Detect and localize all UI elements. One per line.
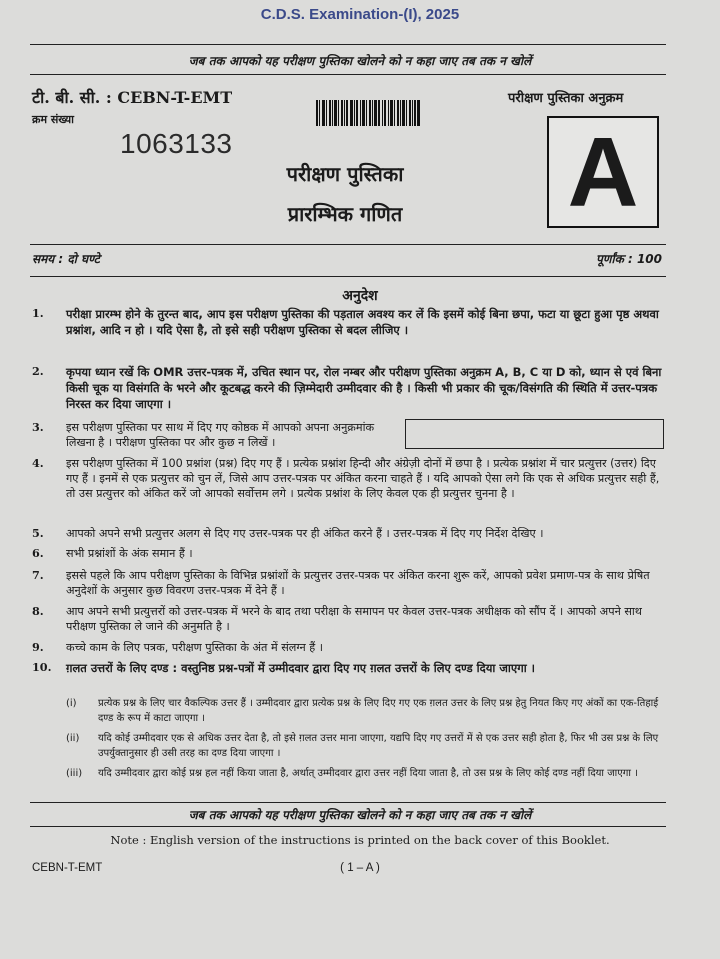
penalty-subitem: (iii) यदि उम्मीदवार द्वारा कोई प्रश्न हल नहीं किया जाता है, अर्थात् उम्मीदवार द्वारा उत्तर नहीं दिया जाता है, तो उस प्रश्न के लिए कोई दण्ड नहीं दिया जाएगा । — [66, 768, 638, 779]
divider — [30, 244, 666, 245]
series-label: परीक्षण पुस्तिका अनुक्रम — [508, 91, 624, 106]
divider — [30, 276, 666, 277]
instructions-heading: अनुदेश — [342, 288, 378, 304]
booklet-title: परीक्षण पुस्तिका — [286, 162, 404, 186]
banner-top: जब तक आपको यह परीक्षण पुस्तिका खोलने को न कहा जाए तब तक न खोलें — [188, 54, 532, 68]
exam-title: C.D.S. Examination-(I), 2025 — [260, 6, 460, 23]
divider — [30, 44, 666, 45]
divider — [30, 802, 666, 803]
divider — [30, 826, 666, 827]
barcode-icon — [316, 100, 420, 126]
instruction-item: 1. परीक्षा प्रारम्भ होने के तुरन्त बाद, आप इस परीक्षण पुस्तिका की पड़ताल अवश्य कर लें कि इसमें कोई बिना छपा, फटा या छूटा हुआ पृष्ठ अथवा प्रश्नांश, आदि न हो । यदि ऐसा है, तो इसे सही परीक्षण पुस्तिका से बदल लीजिए । — [32, 306, 659, 337]
penalty-subitem: (i) प्रत्येक प्रश्न के लिए चार वैकल्पिक उत्तर हैं । उम्मीदवार द्वारा प्रत्येक प्रश्न के लिए दिए गए एक ग़लत उत्तर के लिए प्रश्न हेतु नियत किए गए अंकों का एक-तिहाई दण्ड के रूप में काटा जाएगा । — [66, 698, 659, 724]
divider — [30, 74, 666, 75]
instruction-item: 10. ग़लत उत्तरों के लिए दण्ड : वस्तुनिष्ठ प्रश्न-पत्रों में उम्मीदवार द्वारा दिए गए ग़लत उत्तरों के लिए दण्ड दिया जाएगा । — [32, 660, 536, 675]
banner-bottom: जब तक आपको यह परीक्षण पुस्तिका खोलने को न कहा जाए तब तक न खोलें — [188, 808, 532, 822]
serial-label: क्रम संख्या — [32, 113, 74, 126]
instruction-item: 5. आपको अपने सभी प्रत्युत्तर अलग से दिए गए उत्तर-पत्रक पर ही अंकित करने हैं । उत्तर-पत्रक में दिए गए निर्देश देखिए । — [32, 526, 544, 540]
booklet-code: टी. बी. सी. : CEBN-T-EMT — [32, 88, 233, 107]
penalty-subitem: (ii) यदि कोई उम्मीदवार एक से अधिक उत्तर देता है, तो इसे ग़लत उत्तर माना जाएगा, यद्यपि दिए गए उत्तरों में से एक उत्तर सही होता है, फिर भी उस प्रश्न के लिए उपर्युक्तानुसार ही उसी तरह का दण्ड दिया जाएगा । — [66, 733, 659, 759]
english-version-note: Note : English version of the instructions is printed on the back cover of this Booklet. — [110, 833, 610, 847]
instruction-item: 7. इससे पहले कि आप परीक्षण पुस्तिका के विभिन्न प्रश्नांशों के प्रत्युत्तर उत्तर-पत्रक पर अंकित करना शुरू करें, आपको प्रवेश प्रमाण-पत्र के साथ प्रेषित अनुदेशों के अनुसार कुछ विवरण उत्तर-पत्रक में देने हैं । — [32, 568, 650, 597]
subject-title: प्रारम्भिक गणित — [287, 202, 403, 226]
instruction-item: 3. इस परीक्षण पुस्तिका पर साथ में दिए गए कोष्ठक में आपको अपना अनुक्रमांक लिखना है । परीक्षण पुस्तिका पर और कुछ न लिखें । — [32, 420, 375, 449]
instruction-item: 6. सभी प्रश्नांशों के अंक समान हैं । — [32, 546, 193, 560]
page-number: ( 1 – A ) — [340, 862, 380, 874]
footer-code: CEBN-T-EMT — [32, 862, 103, 874]
series-letter: A — [567, 117, 639, 227]
roll-number-box[interactable] — [405, 419, 664, 449]
instruction-item: 8. आप अपने सभी प्रत्युत्तरों को उत्तर-पत्रक में भरने के बाद तथा परीक्षा के समापन पर केवल उत्तर-पत्रक अधीक्षक को सौंप दें । आपको अपने साथ परीक्षण पुस्तिका ले जाने की अनुमति है । — [32, 604, 642, 633]
instruction-item: 9. कच्चे काम के लिए पत्रक, परीक्षण पुस्तिका के अंत में संलग्न हैं । — [32, 640, 324, 654]
time-allowed: समय : दो घण्टे — [32, 252, 100, 266]
instruction-item: 2. कृपया ध्यान रखें कि OMR उत्तर-पत्रक में, उचित स्थान पर, रोल नम्बर और परीक्षण पुस्तिका अनुक्रम A, B, C या D को, ध्यान से एवं बिना किसी चूक या विसंगति के भरने और कूटबद्ध करने की ज़िम्मेदारी उम्मीदवार की है । किसी भी प्रकार की चूक/विसंगति की स्थिति में उत्तर-पत्रक निरस्त कर दिया जाएगा । — [32, 364, 662, 411]
max-marks: पूर्णांक : 100 — [595, 252, 662, 266]
instruction-item: 4. इस परीक्षण पुस्तिका में 100 प्रश्नांश (प्रश्न) दिए गए हैं । प्रत्येक प्रश्नांश हिन्दी और अंग्रेज़ी दोनों में छपा है । प्रत्येक प्रश्नांश में चार प्रत्युत्तर (उत्तर) दिए गए हैं । इनमें से एक प्रत्युत्तर को चुन लें, जिसे आप उत्तर-पत्रक पर अंकित करना चाहते हैं । यदि आपको ऐसा लगे कि एक से अधिक प्रत्युत्तर सही हैं, तो उस प्रत्युत्तर को अंकित करें जो आपको सर्वोत्तम लगे । प्रत्येक प्रश्नांश के लिए केवल एक ही प्रत्युत्तर चुनना है । — [32, 456, 660, 500]
booklet-number: 1063133 — [120, 128, 233, 159]
